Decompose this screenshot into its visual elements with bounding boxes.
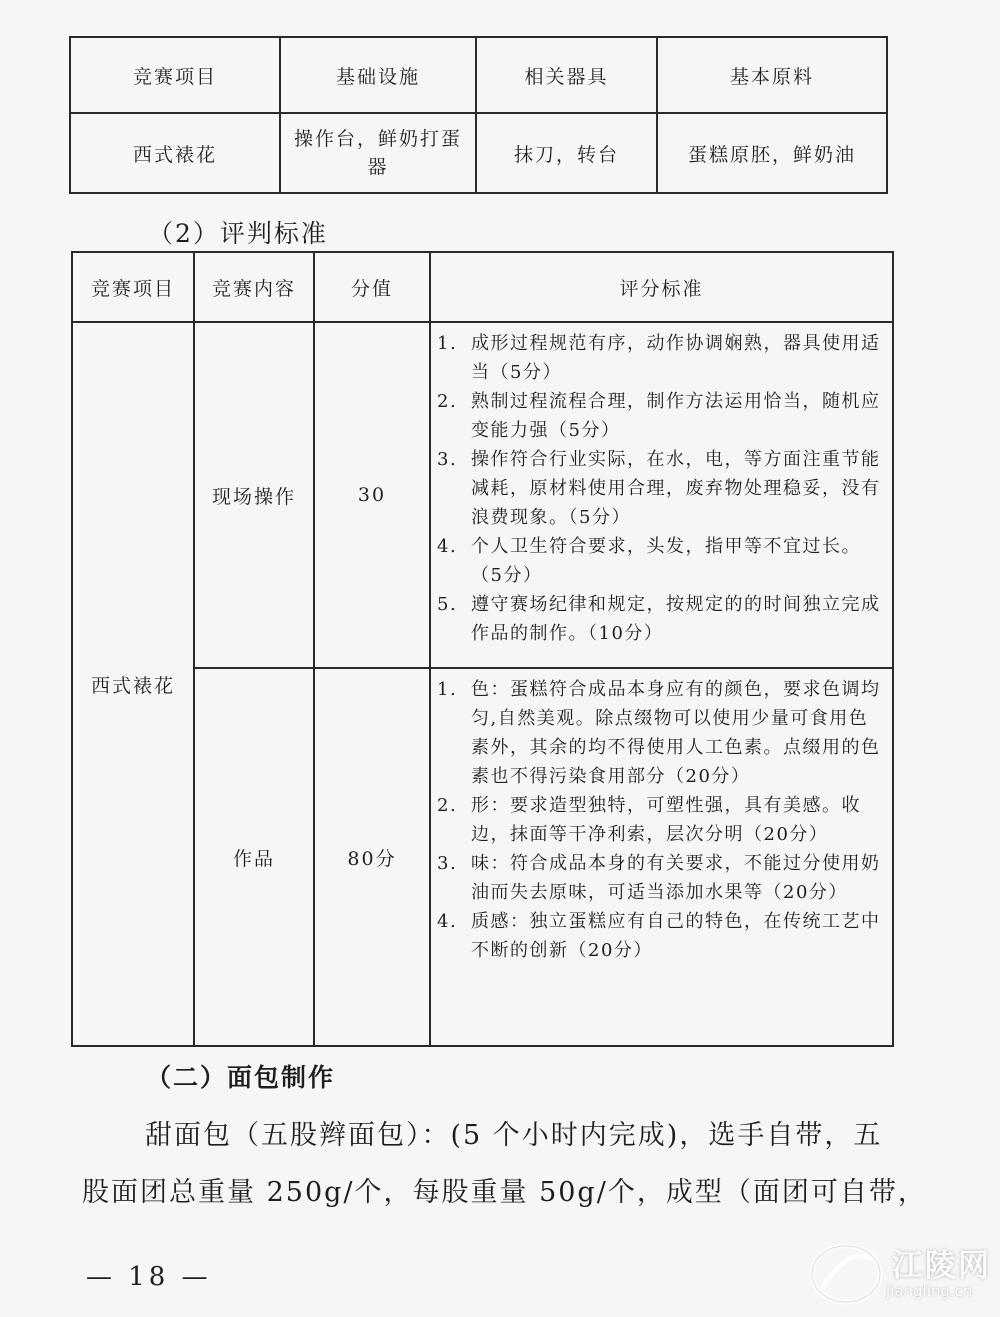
- score-cell: 80分: [314, 668, 430, 1046]
- criteria-item: 4. 质感：独立蛋糕应有自己的特色，在传统工艺中不断的创新（20分）: [437, 911, 881, 961]
- header-cell: 竞赛内容: [194, 252, 314, 322]
- page-number: — 18 —: [86, 1262, 212, 1292]
- criteria-item: 2. 熟制过程流程合理，制作方法运用恰当，随机应变能力强（5分）: [437, 391, 881, 441]
- table-cell: 蛋糕原胚，鲜奶油: [657, 113, 887, 193]
- criteria-item: 3. 操作符合行业实际，在水，电，等方面注重节能减耗，原材料使用合理，废弃物处理稳妥，没有浪费现象。（5分）: [437, 449, 881, 528]
- content-cell: 作品: [194, 668, 314, 1046]
- criteria-cell: [430, 322, 893, 668]
- watermark-logo: [806, 1238, 996, 1308]
- section-heading-evaluation: （2）评判标准: [148, 219, 328, 248]
- project-cell: 西式裱花: [72, 322, 194, 1046]
- criteria-item: 4. 个人卫生符合要求，头发，指甲等不宜过长。（5分）: [437, 536, 861, 586]
- criteria-item: 1. 色：蛋糕符合成品本身应有的颜色，要求色调均匀,自然美观。除点缀物可以使用少量可食用色素外，其余的均不得使用人工色素。点缀用的色素也不得污染食用部分（20分）: [437, 679, 881, 787]
- criteria-item: 2. 形：要求造型独特，可塑性强，具有美感。收边，抹面等干净利索，层次分明（20分）: [437, 795, 861, 845]
- paragraph-line: 甜面包（五股辫面包）：(5 个小时内完成)，选手自带，五: [145, 1120, 883, 1151]
- watermark-url: jiangling.cn: [886, 1282, 973, 1300]
- paragraph-line: 股面团总重量 250g/个，每股重量 50g/个，成型（面团可自带，: [82, 1177, 927, 1208]
- header-cell: 分值: [314, 252, 430, 322]
- section-heading-bread: （二）面包制作: [146, 1063, 336, 1092]
- table-cell: 西式裱花: [70, 113, 280, 193]
- header-cell: 评分标准: [430, 252, 893, 322]
- header-cell: 基本原料: [657, 37, 887, 113]
- site-logo-icon: [806, 1238, 886, 1308]
- evaluation-table: [71, 251, 894, 1047]
- content-cell: 现场操作: [194, 322, 314, 668]
- criteria-item: 3. 味：符合成品本身的有关要求，不能过分使用奶油而失去原味，可适当添加水果等（20分）: [437, 853, 881, 903]
- score-cell: 30: [314, 322, 430, 668]
- header-cell: 竞赛项目: [70, 37, 280, 113]
- criteria-cell: [430, 668, 893, 1046]
- header-cell: 基础设施: [280, 37, 476, 113]
- watermark-name: 江陵网: [892, 1248, 991, 1284]
- criteria-item: 5. 遵守赛场纪律和规定，按规定的的时间独立完成作品的制作。（10分）: [437, 594, 881, 644]
- header-cell: 相关器具: [476, 37, 657, 113]
- criteria-item: 1. 成形过程规范有序，动作协调娴熟，器具使用适当（5分）: [437, 333, 881, 383]
- table-cell: 操作台，鲜奶打蛋器: [280, 113, 476, 193]
- header-cell: 竞赛项目: [72, 252, 194, 322]
- table-cell: 抹刀，转台: [476, 113, 657, 193]
- equipment-table: [69, 36, 888, 194]
